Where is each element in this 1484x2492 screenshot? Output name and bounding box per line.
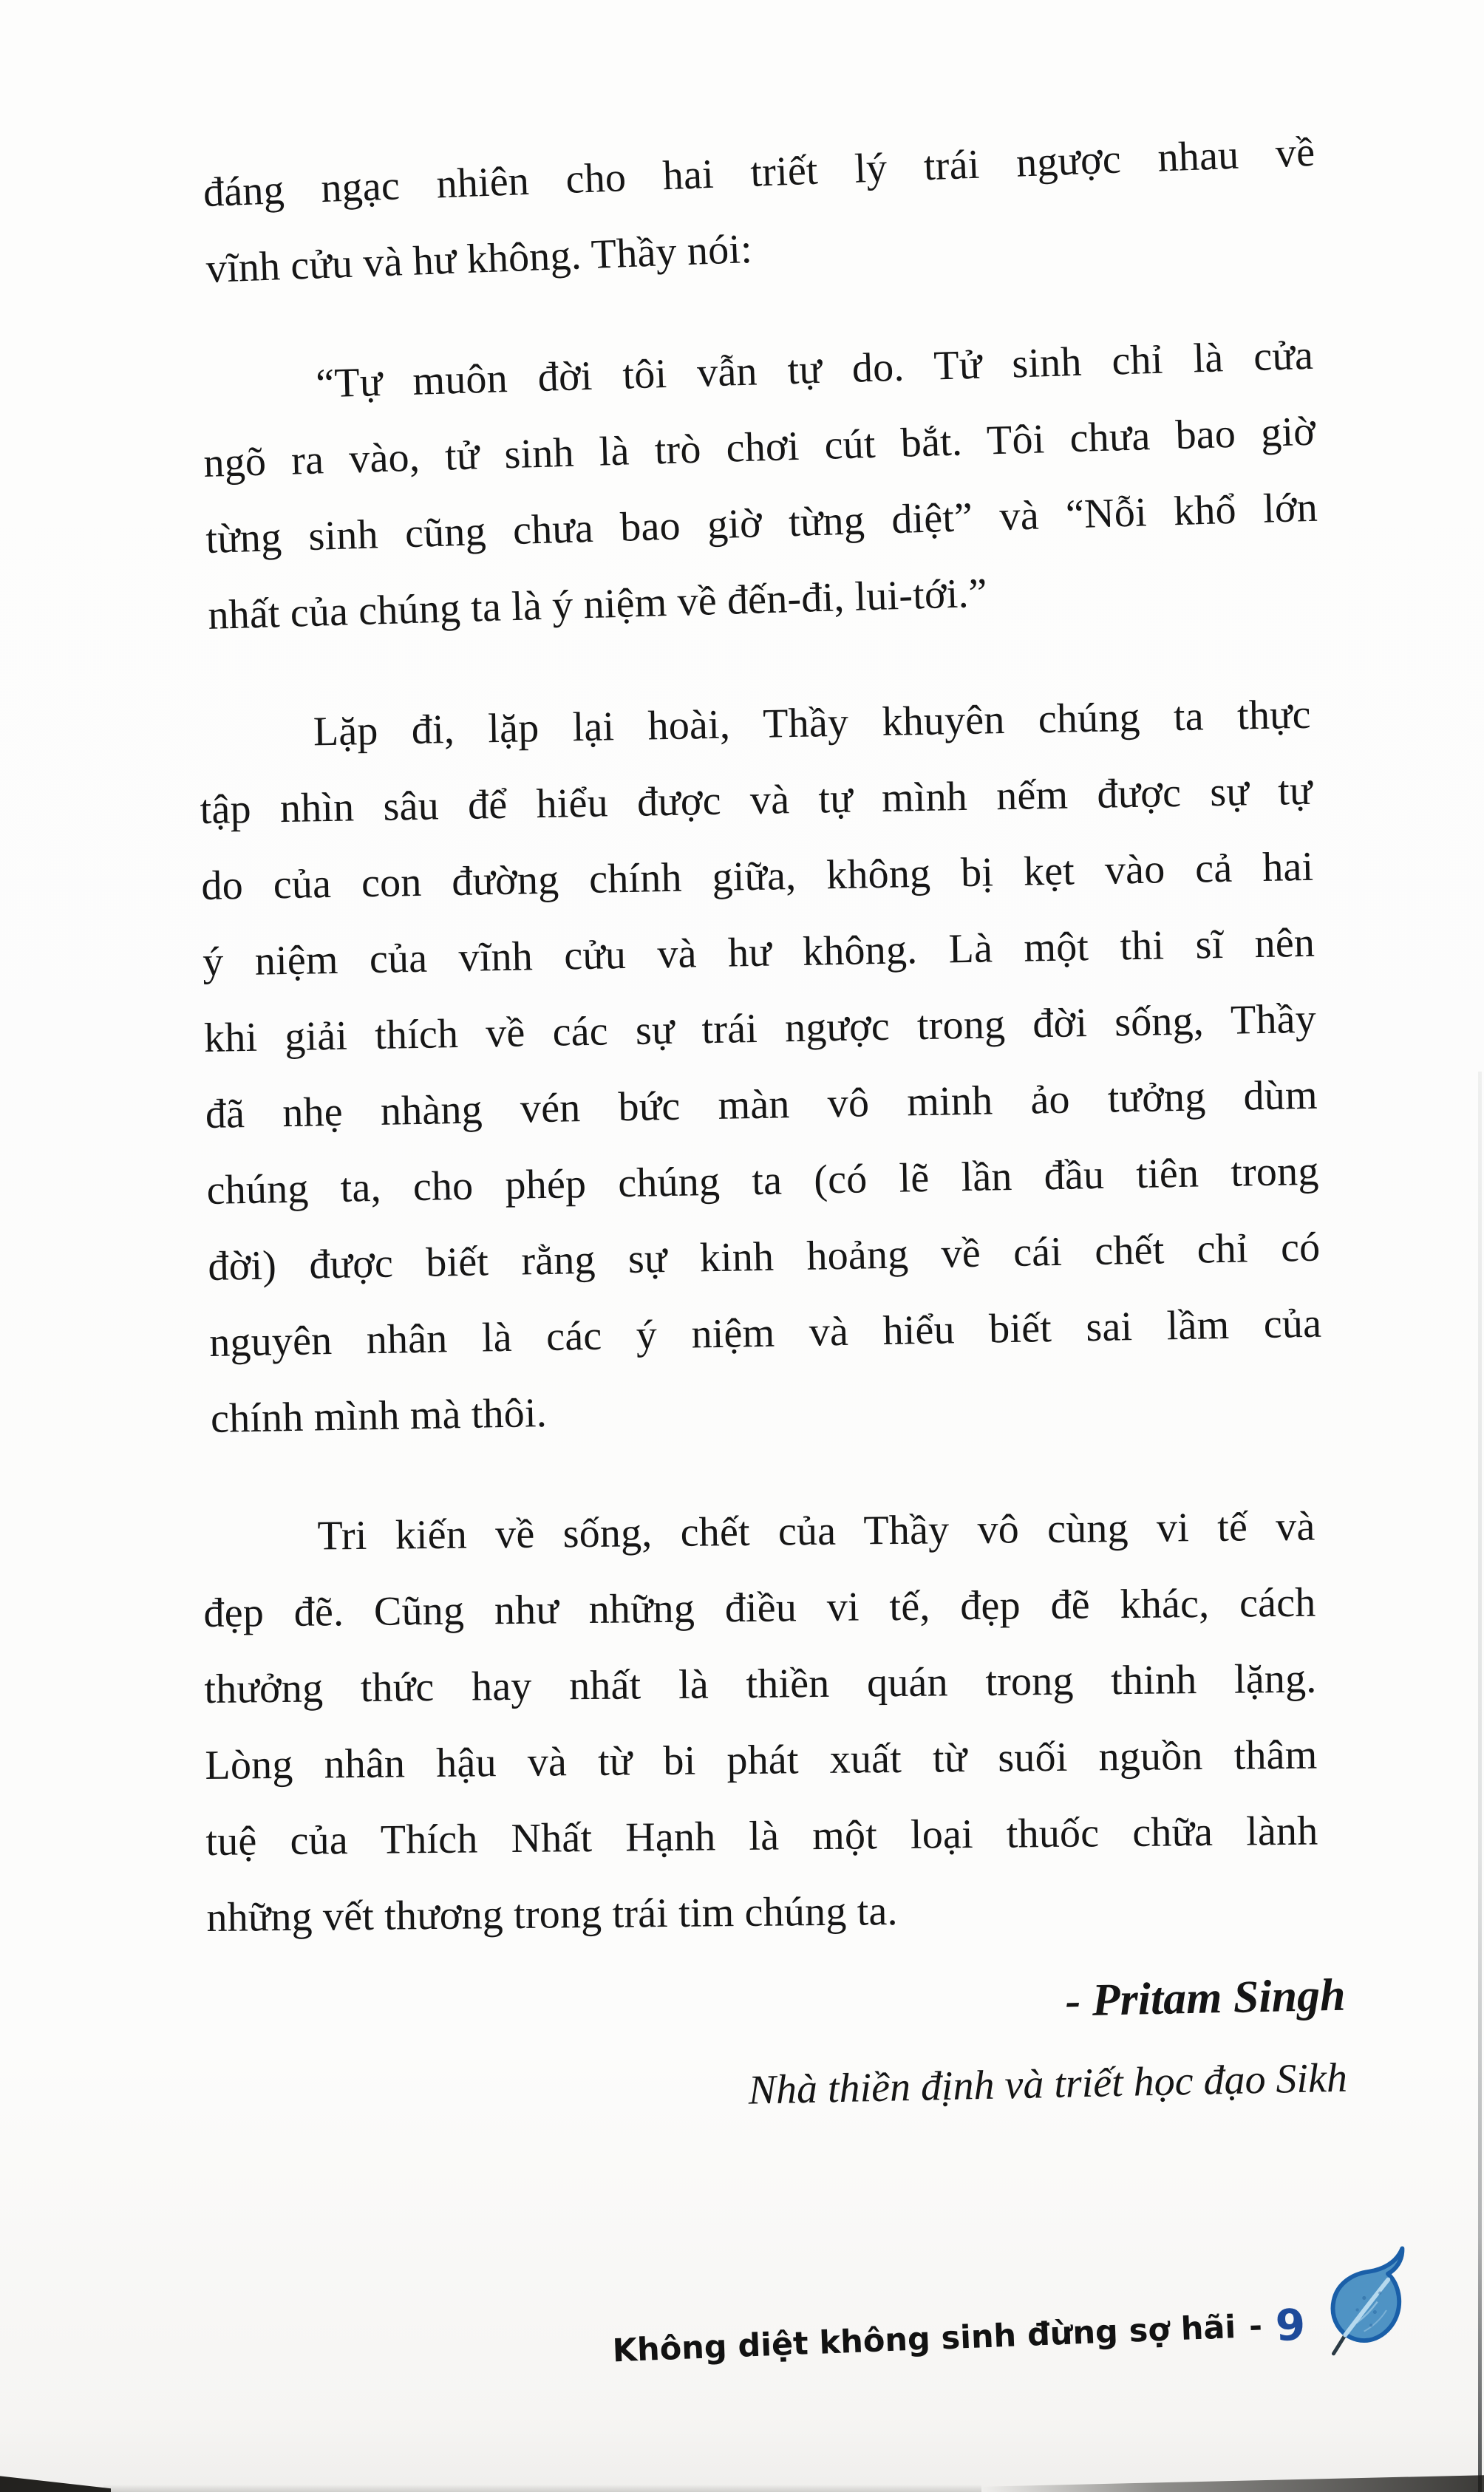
scan-shadow-bottom-right	[981, 2474, 1484, 2492]
text-line: Lòng nhân hậu và từ bi phát xuất từ suối nguồn thâm	[205, 1732, 1318, 1788]
text-line: đời) được biết rằng sự kinh hoảng về cái chết chỉ có	[207, 1224, 1321, 1290]
scan-edge-line	[1478, 1072, 1482, 2492]
page-number: 9	[1274, 2299, 1307, 2351]
text-line: nhất của chúng ta là ý niệm về đến-đi, lui-tới.”	[207, 570, 988, 639]
text-line: thưởng thức hay nhất là thiền quán trong thinh lặng.	[204, 1655, 1317, 1713]
footer-separator: -	[1248, 2307, 1263, 2346]
text-line: những vết thương trong trái tim chúng ta.	[206, 1888, 898, 1941]
body-text	[200, 129, 1322, 1998]
text-line: đã nhẹ nhàng vén bức màn vô minh ảo tưởng dùm	[205, 1072, 1318, 1137]
text-line: do của con đường chính giữa, không bị kẹt vào cả hai	[200, 843, 1314, 910]
paragraph	[198, 677, 1324, 1457]
text-line: Lặp đi, lặp lại hoài, Thầy khuyên chúng ta thực	[313, 691, 1312, 755]
text-line: đáng ngạc nhiên cho hai triết lý trái ngược nhau về	[202, 129, 1316, 217]
text-line: tập nhìn sâu để hiểu được và tự mình nếm được sự tự	[200, 767, 1313, 834]
bodhi-leaf-icon	[1320, 2243, 1412, 2357]
text-line: “Tự muôn đời tôi vẫn tự do. Tử sinh chỉ là cửa	[315, 332, 1314, 407]
page-footer	[611, 2295, 1411, 2377]
paragraph	[202, 115, 1319, 307]
signature-block	[203, 1954, 1348, 2143]
scan-shadow-bottom-left	[0, 2474, 111, 2492]
scan-shadow-bottom-center	[103, 2485, 981, 2492]
text-line: ý niệm của vĩnh cửu và hư không. Là một thi sĩ nên	[202, 919, 1315, 986]
text-line: chúng ta, cho phép chúng ta (có lẽ lần đầu tiên trong	[206, 1148, 1319, 1213]
text-line: chính mình mà thôi.	[210, 1389, 548, 1442]
text-line: tuệ của Thích Nhất Hạnh là một loại thuốc chữa lành	[205, 1808, 1318, 1865]
signature-name: - Pritam Singh	[1064, 1970, 1347, 2026]
paragraph	[200, 318, 1321, 654]
running-footer-title: Không diệt không sinh đừng sợ hãi	[611, 2309, 1236, 2370]
text-line: khi giải thích về các sự trái ngược trong đời sống, Thầy	[203, 995, 1317, 1062]
text-line: vĩnh cửu và hư không. Thầy nói:	[205, 225, 753, 292]
text-line: Tri kiến về sống, chết của Thầy vô cùng vi tế và	[317, 1503, 1315, 1559]
paragraph	[202, 1489, 1319, 1956]
text-line: nguyên nhân là các ý niệm và hiểu biết sai lầm của	[208, 1300, 1322, 1366]
text-line: đẹp đẽ. Cũng như những điều vi tế, đẹp đẽ khác, cách	[203, 1579, 1316, 1637]
text-line: ngõ ra vào, tử sinh là trò chơi cút bắt. Tôi chưa bao giờ	[202, 408, 1316, 487]
text-line: từng sinh cũng chưa bao giờ từng diệt” và “Nỗi khổ lớn	[205, 484, 1318, 562]
signature-title: Nhà thiền định và triết học đạo Sikh	[748, 2054, 1348, 2114]
